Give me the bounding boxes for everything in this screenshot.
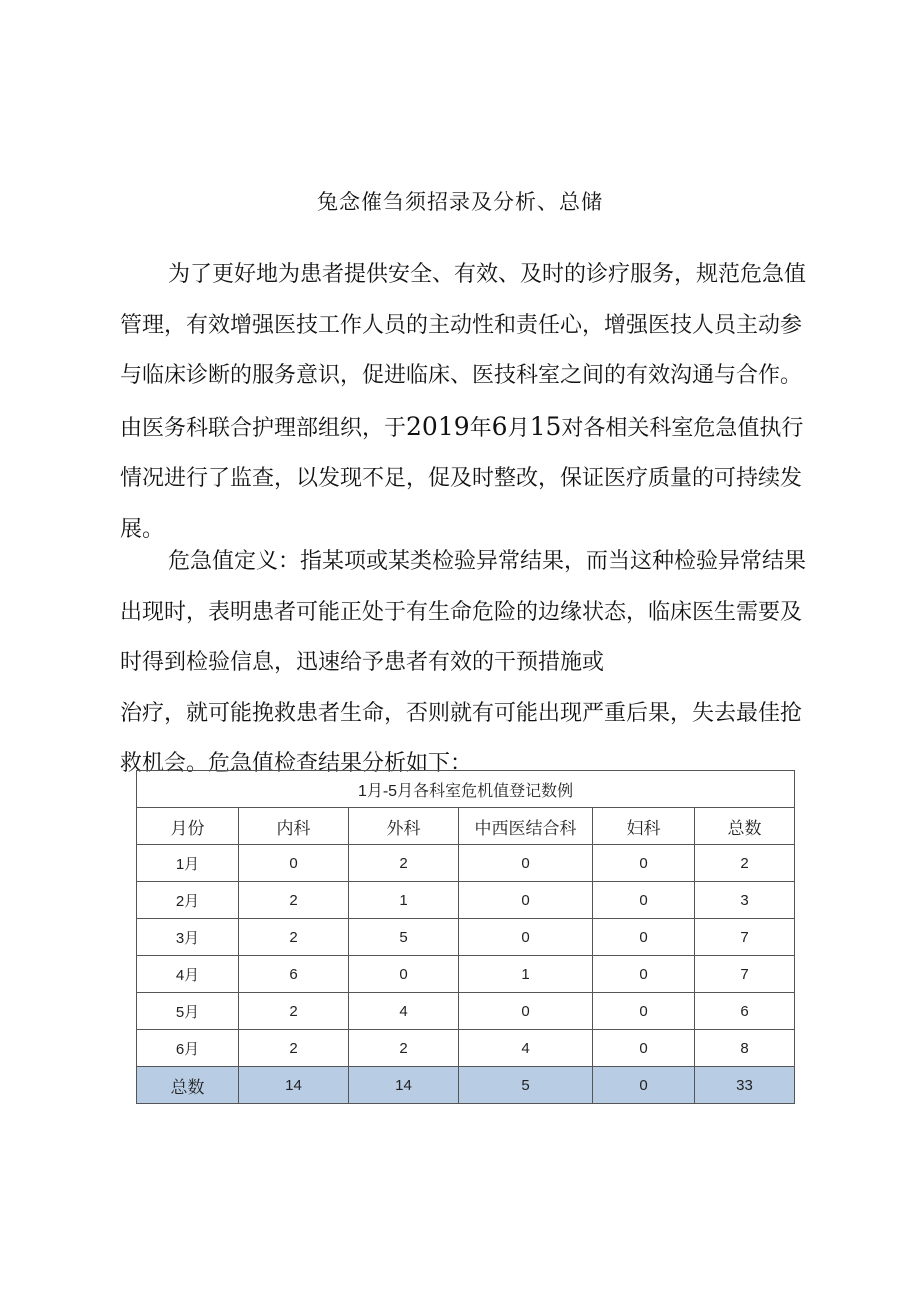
total-internal-medicine: 14: [239, 1067, 349, 1104]
cell-value: 0: [459, 919, 593, 956]
cell-value: 0: [593, 845, 695, 882]
total-gynecology: 0: [593, 1067, 695, 1104]
cell-value: 2: [349, 1030, 459, 1067]
header-internal-medicine: 内科: [239, 808, 349, 845]
cell-value: 2: [239, 993, 349, 1030]
definition-text-line2: 治疗，就可能挽救患者生命，否则就有可能出现严重后果，失去最佳抢救机会。危急值检查结果分析如下：: [120, 700, 803, 776]
cell-value: 0: [593, 882, 695, 919]
table-total-row: [137, 1067, 795, 1104]
document-title: 兔念傕刍须招录及分析、总储: [317, 190, 603, 214]
cell-value: 0: [459, 845, 593, 882]
date-day: 15: [529, 411, 562, 441]
cell-value: 4: [459, 1030, 593, 1067]
header-integrated-medicine: 中西医结合科: [459, 808, 593, 845]
table-row: [137, 845, 795, 882]
date-year-suffix: 年: [469, 415, 492, 441]
cell-value: 5: [349, 919, 459, 956]
cell-value: 4: [349, 993, 459, 1030]
header-gynecology: 妇科: [593, 808, 695, 845]
cell-total: 3: [695, 882, 795, 919]
cell-value: 0: [459, 882, 593, 919]
cell-value: 1: [459, 956, 593, 993]
intro-paragraph: [120, 250, 820, 555]
critical-value-table: [136, 770, 795, 1104]
definition-paragraph: [120, 537, 820, 790]
total-grand: 33: [695, 1067, 795, 1104]
date-month: 6: [491, 411, 508, 441]
cell-value: 1: [349, 882, 459, 919]
cell-total: 6: [695, 993, 795, 1030]
cell-total: 7: [695, 956, 795, 993]
header-total: 总数: [695, 808, 795, 845]
table-row: [137, 1030, 795, 1067]
cell-value: 0: [593, 1030, 695, 1067]
cell-value: 0: [349, 956, 459, 993]
cell-value: 2: [239, 919, 349, 956]
cell-month: 3月: [137, 919, 239, 956]
definition-text-line1: 危急值定义：指某项或某类检验异常结果，而当这种检验异常结果出现时，表明患者可能正处于有生命危险的边缘状态，临床医生需要及时得到检验信息，迅速给予患者有效的干预措施或: [120, 549, 807, 675]
intro-text-before-date: 为了更好地为患者提供安全、有效、及时的诊疗服务，规范危急值管理，有效增强医技工作人员的主动性和责任心，增强医技人员主动参与临床诊断的服务意识，促进临床、医技科室之间的有效沟通与合作。由医务科联合护理部组织，于: [120, 262, 807, 441]
cell-month: 2月: [137, 882, 239, 919]
table-caption: 1月-5月各科室危机值登记数例: [137, 771, 795, 808]
header-surgery: 外科: [349, 808, 459, 845]
table-row: [137, 956, 795, 993]
cell-month: 5月: [137, 993, 239, 1030]
cell-total: 8: [695, 1030, 795, 1067]
date-year: 2019: [406, 411, 470, 441]
total-label: 总数: [137, 1067, 239, 1104]
cell-month: 4月: [137, 956, 239, 993]
table-header-row: [137, 808, 795, 845]
table-caption-row: [137, 771, 795, 808]
cell-value: 2: [349, 845, 459, 882]
cell-month: 1月: [137, 845, 239, 882]
cell-value: 6: [239, 956, 349, 993]
cell-value: 0: [593, 919, 695, 956]
cell-total: 2: [695, 845, 795, 882]
cell-value: 0: [459, 993, 593, 1030]
cell-total: 7: [695, 919, 795, 956]
table-row: [137, 993, 795, 1030]
cell-month: 6月: [137, 1030, 239, 1067]
cell-value: 0: [593, 956, 695, 993]
cell-value: 2: [239, 1030, 349, 1067]
total-integrated-medicine: 5: [459, 1067, 593, 1104]
cell-value: 0: [239, 845, 349, 882]
cell-value: 2: [239, 882, 349, 919]
header-month: 月份: [137, 808, 239, 845]
table-row: [137, 919, 795, 956]
intro-text-after-date: 对各相关科室危急值执行情况进行了监查，以发现不足，促及时整改，保证医疗质量的可持续发展。: [120, 415, 804, 542]
date-month-suffix: 月: [507, 415, 530, 441]
cell-value: 0: [593, 993, 695, 1030]
total-surgery: 14: [349, 1067, 459, 1104]
table-row: [137, 882, 795, 919]
